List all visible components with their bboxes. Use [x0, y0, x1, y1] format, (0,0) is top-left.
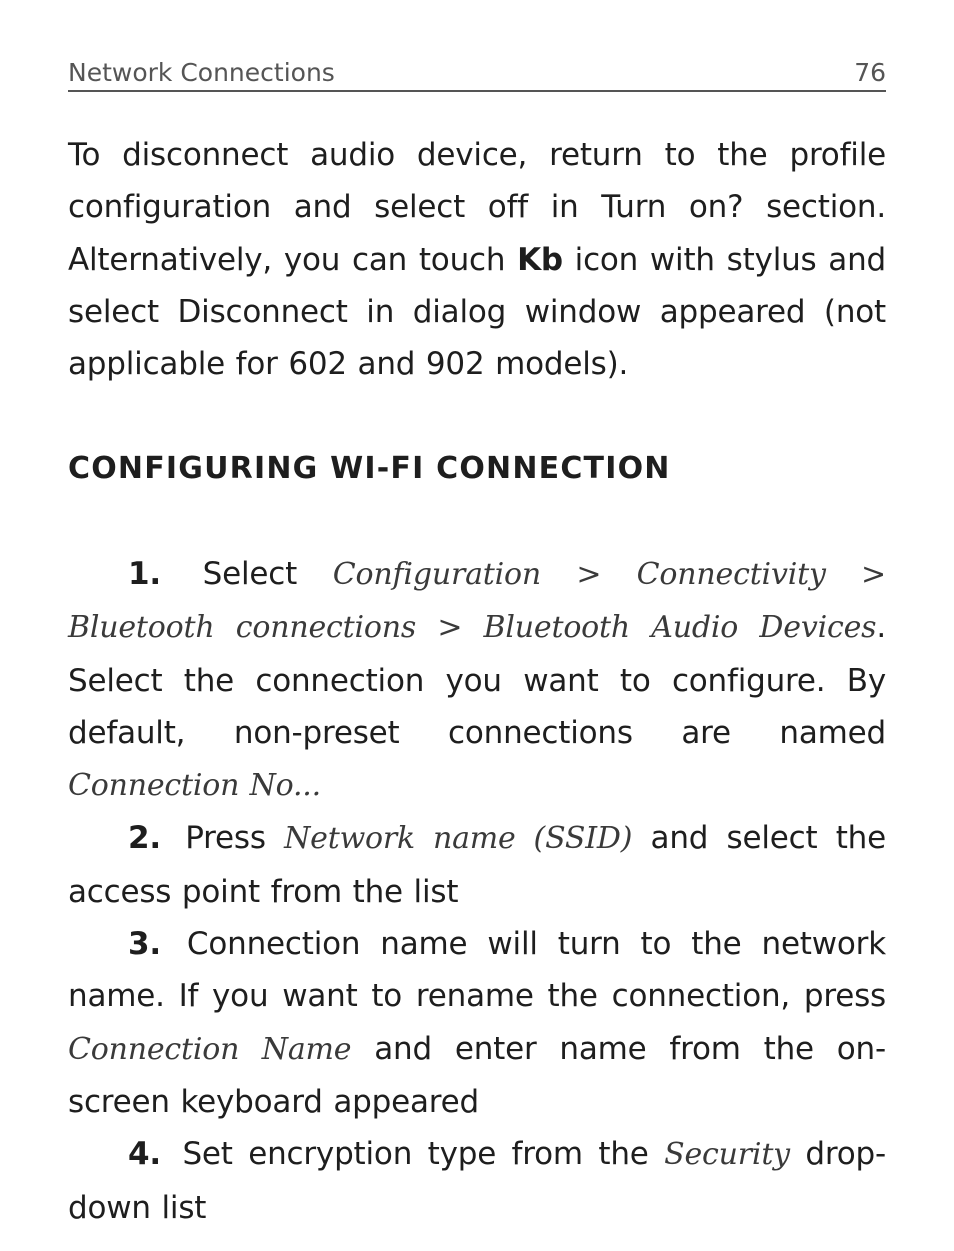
step-item [68, 548, 886, 812]
step-italic: Connection No... [68, 768, 321, 804]
section-title: Network Connections [68, 58, 335, 87]
step-number: 3. [128, 926, 161, 963]
page-header [68, 56, 886, 92]
intro-text-2: icon with stylus and select Disconnect in dialog window appeared (not applicable for 602 and 902 models). [68, 241, 886, 383]
step-item [68, 1128, 886, 1234]
intro-bold-kb: Kb [517, 241, 563, 278]
step-item [68, 812, 886, 918]
step-text: drop-down list [68, 1136, 886, 1226]
section-heading: CONFIGURING WI-FI CONNECTION [68, 451, 671, 486]
step-text: and enter name from the on-screen keyboard appeared [68, 1030, 886, 1120]
step-text: and select the access point from the list [68, 820, 886, 910]
step-text: Set encryption type from the [182, 1136, 665, 1173]
steps-list [68, 548, 886, 1234]
step-italic: Network name (SSID) [284, 821, 633, 857]
step-text: Select [202, 556, 333, 592]
step-number: 1. [128, 556, 161, 592]
step-number: 2. [128, 820, 161, 857]
page-number: 76 [854, 58, 886, 87]
step-italic: Security [664, 1137, 790, 1173]
step-italic: Connection Name [68, 1031, 352, 1067]
step-text: . Select the connection you want to configure. By default, non-preset connections are named [68, 609, 886, 751]
step-italic: Configuration > Connectivity > Bluetooth connections > Bluetooth Audio Devices [68, 557, 886, 646]
step-item [68, 918, 886, 1128]
step-text: Press [185, 820, 285, 857]
step-number: 4. [128, 1136, 161, 1173]
step-text: Connection name will turn to the network name. If you want to rename the connection, press [68, 926, 886, 1015]
intro-paragraph [68, 129, 886, 390]
intro-text-1: To disconnect audio device, return to the profile configuration and select off in Turn on? section. Alternatively, you can touch [68, 137, 886, 278]
